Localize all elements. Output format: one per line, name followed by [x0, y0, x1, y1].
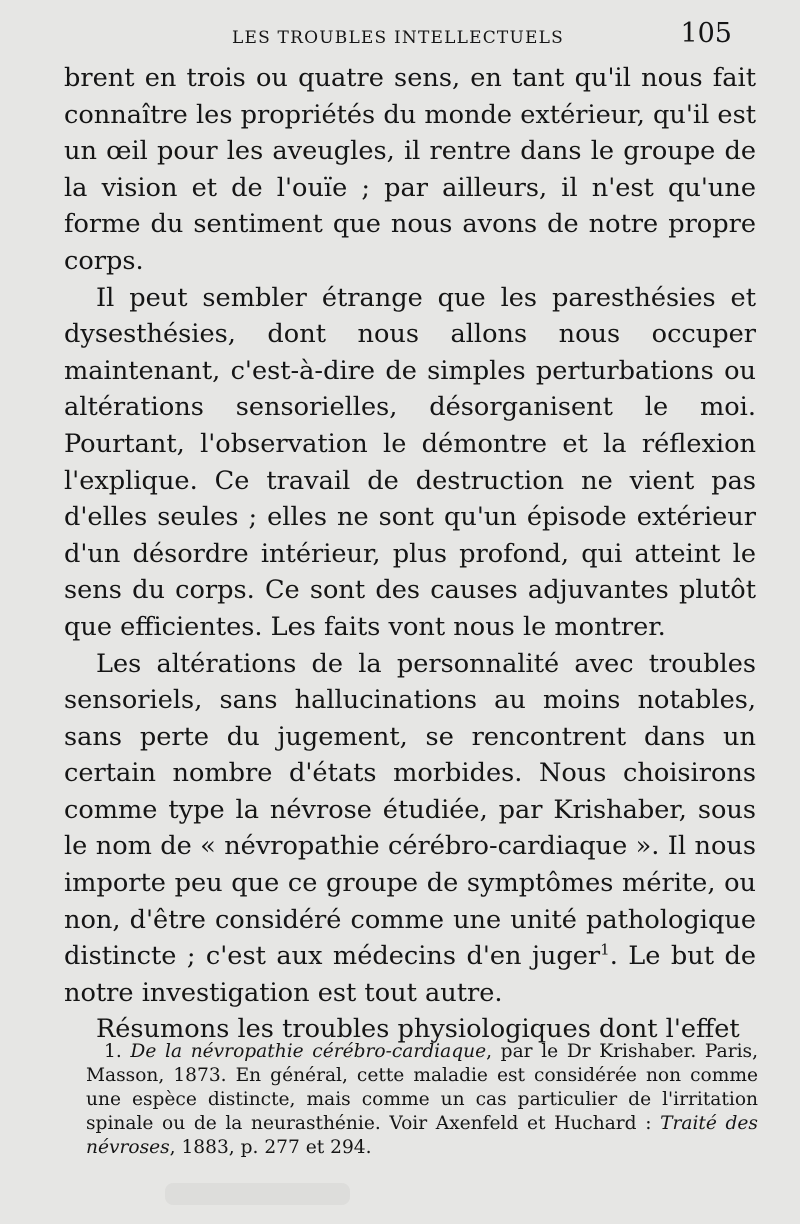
footnote: [86, 1040, 758, 1160]
footnote-text-end: , 1883, p. 277 et 294.: [169, 1137, 372, 1158]
footnote-reference[interactable]: 1: [600, 940, 610, 959]
body-text: [64, 60, 756, 1048]
paragraph: Il peut sembler étrange que les paresthésies et dysesthésies, dont nous allons nous occuper maintenant, c'est-à-dire de simples perturbations ou altérations sensorielles, désorganisent le moi. Pourtant, l'observation le démontre et la réflexion l'explique. Ce travail de destruction ne vient pas d'elles seules ; elles ne sont qu'un épisode extérieur d'un désordre intérieur, plus profond, qui atteint le sens du corps. Ce sont des causes adjuvantes plutôt que efficientes. Les faits vont nous le montrer.: [64, 282, 756, 642]
paragraph-continuation: brent en trois ou quatre sens, en tant qu'il nous fait connaître les propriétés du monde extérieur, qu'il est un œil pour les aveugles, il rentre dans le groupe de la vision et de l'ouïe ; par ailleurs, il n'est qu'une forme du sentiment que nous avons de notre propre corps.: [64, 63, 756, 276]
footnote-number: 1.: [104, 1041, 122, 1062]
footnote-work-title: Traité des névroses: [86, 1113, 758, 1158]
running-title: LES TROUBLES INTELLECTUELS: [232, 28, 564, 48]
footnote-paragraph: [86, 1040, 758, 1160]
page-header: [62, 14, 748, 54]
paragraph: Résumons les troubles physiologiques dont l'effet: [96, 1014, 740, 1045]
paragraph-text-tail: . Le but de notre investigation est tout autre.: [64, 941, 756, 1008]
page-number: 105: [680, 18, 732, 49]
ink-smudge: [165, 1183, 350, 1205]
paragraph: [64, 646, 756, 1012]
footnote-title: De la névropathie cérébro-cardiaque: [130, 1041, 487, 1062]
footnote-text: , par le Dr Krishaber. Paris, Masson, 1873. En général, cette maladie est considérée non comme une espèce distincte, mais comme un cas particulier de l'irritation spinale ou de la neurasthénie. Voir Axenfeld et Huchard :: [86, 1041, 758, 1134]
paragraph-text: Les altérations de la personnalité avec troubles sensoriels, sans hallucinations au moins notables, sans perte du jugement, se rencontrent dans un certain nombre d'états morbides. Nous choisirons comme type la névrose étudiée, par Krishaber, sous le nom de « névropathie cérébro-cardiaque ». Il nous importe peu que ce groupe de symptômes mérite, ou non, d'être considéré comme une unité pathologique distincte ; c'est aux médecins d'en juger: [64, 648, 756, 972]
